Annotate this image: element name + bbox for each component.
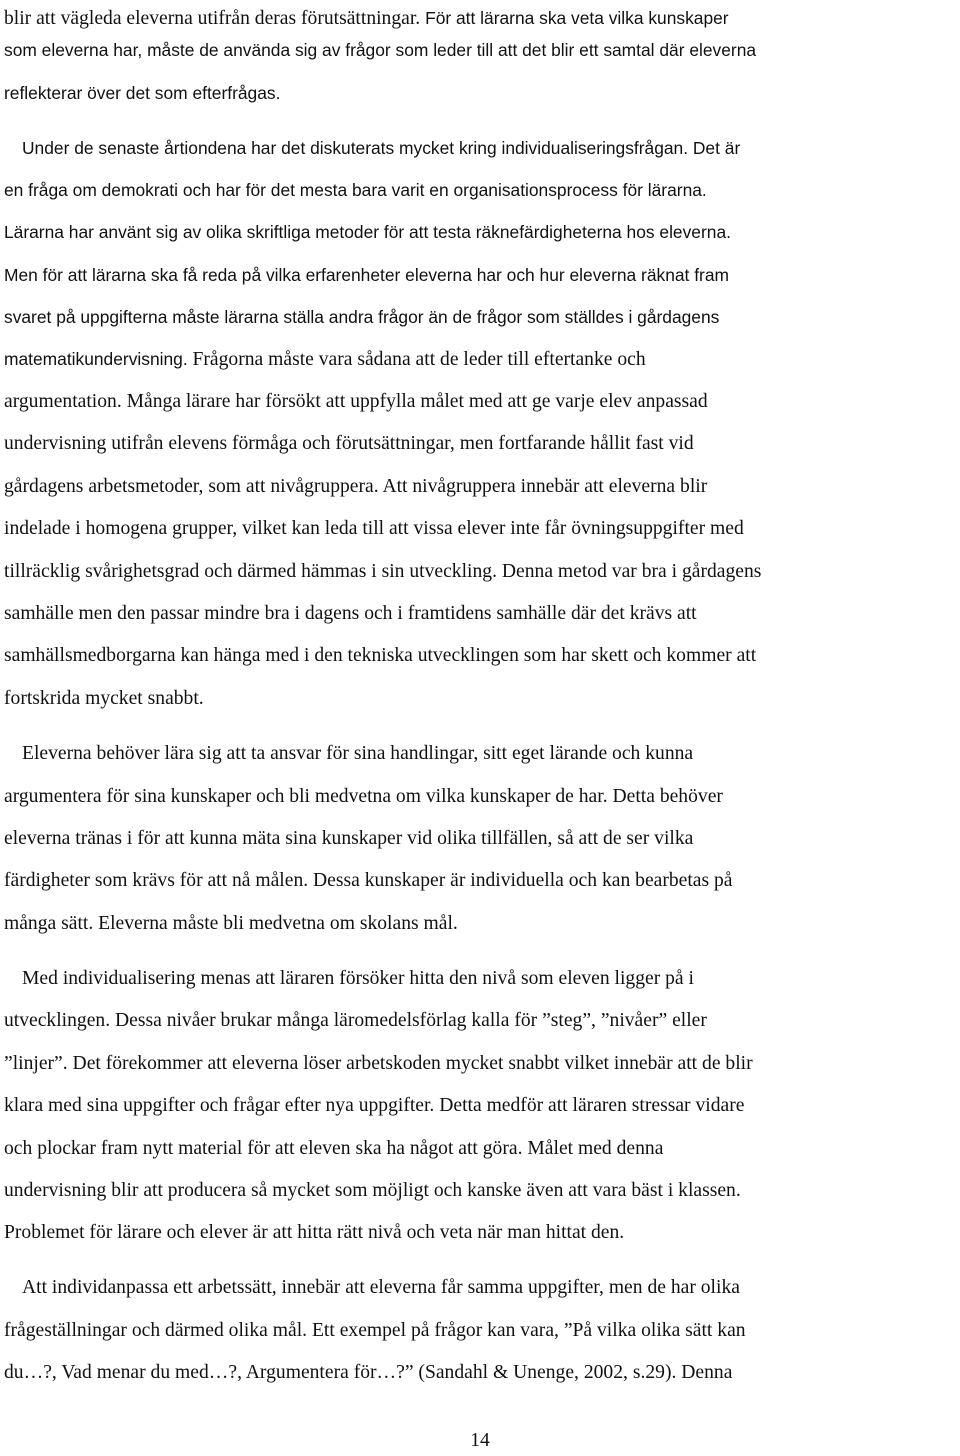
text-segment: många sätt. Eleverna måste bli medvetna om skolans mål. xyxy=(4,913,458,934)
text-line xyxy=(4,635,954,677)
text-segment: färdigheter som krävs för att nå målen. Dessa kunskaper är individuella och kan bearbetas på xyxy=(4,870,733,891)
text-line xyxy=(4,903,954,945)
text-segment: Frågorna måste vara sådana att de leder till eftertanke och xyxy=(192,349,646,370)
text-line xyxy=(4,1212,954,1254)
text-segment: som eleverna har, måste de använda sig av frågor som leder till att det blir ett samtal där eleverna xyxy=(4,40,757,60)
text-line xyxy=(4,1000,954,1042)
text-segment: Lärarna har använt sig av olika skriftliga metoder för att testa räknefärdigheterna hos eleverna. xyxy=(4,222,731,242)
text-segment: Att individanpassa ett arbetssätt, innebär att eleverna får samma uppgifter, men de har olika xyxy=(22,1277,740,1298)
text-segment: utvecklingen. Dessa nivåer brukar många läromedelsförlag kalla för ”steg”, ”nivåer” eller xyxy=(4,1010,707,1031)
text-line xyxy=(4,1085,954,1127)
text-line xyxy=(4,338,954,380)
text-line xyxy=(4,508,954,550)
text-line xyxy=(4,1170,954,1212)
text-line xyxy=(4,296,954,338)
text-segment: du…?, Vad menar du med…?, Argumentera för…?” (Sandahl & Unenge, 2002, s.29). Denna xyxy=(4,1362,733,1383)
text-segment: blir att vägleda eleverna utifrån deras förutsättningar. xyxy=(4,8,426,29)
text-line xyxy=(4,1043,954,1085)
text-segment: frågeställningar och därmed olika mål. Ett exempel på frågor kan vara, ”På vilka olika sätt kan xyxy=(4,1320,746,1341)
text-line xyxy=(4,466,954,508)
text-line xyxy=(4,254,954,296)
text-segment: reflekterar över det som efterfrågas. xyxy=(4,83,281,103)
text-segment: fortskrida mycket snabbt. xyxy=(4,688,204,709)
text-segment: Eleverna behöver lära sig att ta ansvar för sina handlingar, sitt eget lärande och kunna xyxy=(22,743,694,764)
text-line xyxy=(4,1267,960,1309)
text-segment: Problemet för lärare och elever är att hitta rätt nivå och veta när man hittat den. xyxy=(4,1222,625,1243)
text-segment: argumentera för sina kunskaper och bli medvetna om vilka kunskaper de har. Detta behöver xyxy=(4,786,723,807)
text-segment: ”linjer”. Det förekommer att eleverna löser arbetskoden mycket snabbt vilket innebär att de blir xyxy=(4,1053,753,1074)
text-line xyxy=(4,423,954,465)
text-segment: en fråga om demokrati och har för det mesta bara varit en organisationsprocess för lärarna. xyxy=(4,180,707,200)
text-line xyxy=(4,211,954,253)
text-line xyxy=(4,72,954,114)
text-line xyxy=(4,1310,954,1352)
text-segment: svaret på uppgifterna måste lärarna ställa andra frågor än de frågor som ställdes i gårdagens xyxy=(4,307,720,327)
text-line xyxy=(4,776,954,818)
text-segment: klara med sina uppgifter och frågar efter nya uppgifter. Detta medför att läraren stressar vidare xyxy=(4,1095,745,1116)
page-number: 14 xyxy=(470,1430,490,1451)
text-line xyxy=(4,381,954,423)
text-line xyxy=(4,29,954,71)
text-segment: samhällsmedborgarna kan hänga med i den tekniska utvecklingen som har skett och kommer att xyxy=(4,645,757,666)
text-segment: undervisning blir att producera så mycket som möjligt och kanske även att vara bäst i klassen. xyxy=(4,1180,741,1201)
text-line xyxy=(4,958,960,1000)
text-segment: undervisning utifrån elevens förmåga och förutsättningar, men fortfarande hållit fast vid xyxy=(4,433,694,454)
text-line xyxy=(4,551,954,593)
text-line xyxy=(4,678,954,720)
text-segment: och plockar fram nytt material för att eleven ska ha något att göra. Målet med denna xyxy=(4,1138,664,1159)
text-segment: gårdagens arbetsmetoder, som att nivågruppera. Att nivågruppera innebär att eleverna blir xyxy=(4,476,708,497)
text-segment: Men för att lärarna ska få reda på vilka erfarenheter eleverna har och hur eleverna räknat fram xyxy=(4,265,729,285)
text-line xyxy=(4,818,954,860)
text-line xyxy=(4,1128,954,1170)
text-line xyxy=(4,169,954,211)
text-line xyxy=(4,733,960,775)
text-line xyxy=(4,860,954,902)
text-segment: indelade i homogena grupper, vilket kan leda till att vissa elever inte får övningsuppgifter med xyxy=(4,518,744,539)
text-segment: tillräcklig svårighetsgrad och därmed hämmas i sin utveckling. Denna metod var bra i gårdagens xyxy=(4,561,762,582)
text-segment: samhälle men den passar mindre bra i dagens och i framtidens samhälle där det krävs att xyxy=(4,603,697,624)
text-line xyxy=(4,593,954,635)
text-segment: För att lärarna ska veta vilka kunskaper xyxy=(425,8,729,28)
text-segment: Med individualisering menas att läraren försöker hitta den nivå som eleven ligger på i xyxy=(22,968,694,989)
text-line xyxy=(4,1352,954,1394)
text-segment: Under de senaste årtiondena har det diskuterats mycket kring individualiseringsfrågan. Det är xyxy=(22,138,741,158)
text-segment: matematikundervisning. xyxy=(4,349,193,369)
text-segment: argumentation. Många lärare har försökt att uppfylla målet med att ge varje elev anpassad xyxy=(4,391,708,412)
text-segment: eleverna tränas i för att kunna mäta sina kunskaper vid olika tillfällen, så att de ser vilka xyxy=(4,828,694,849)
text-line xyxy=(4,127,960,169)
